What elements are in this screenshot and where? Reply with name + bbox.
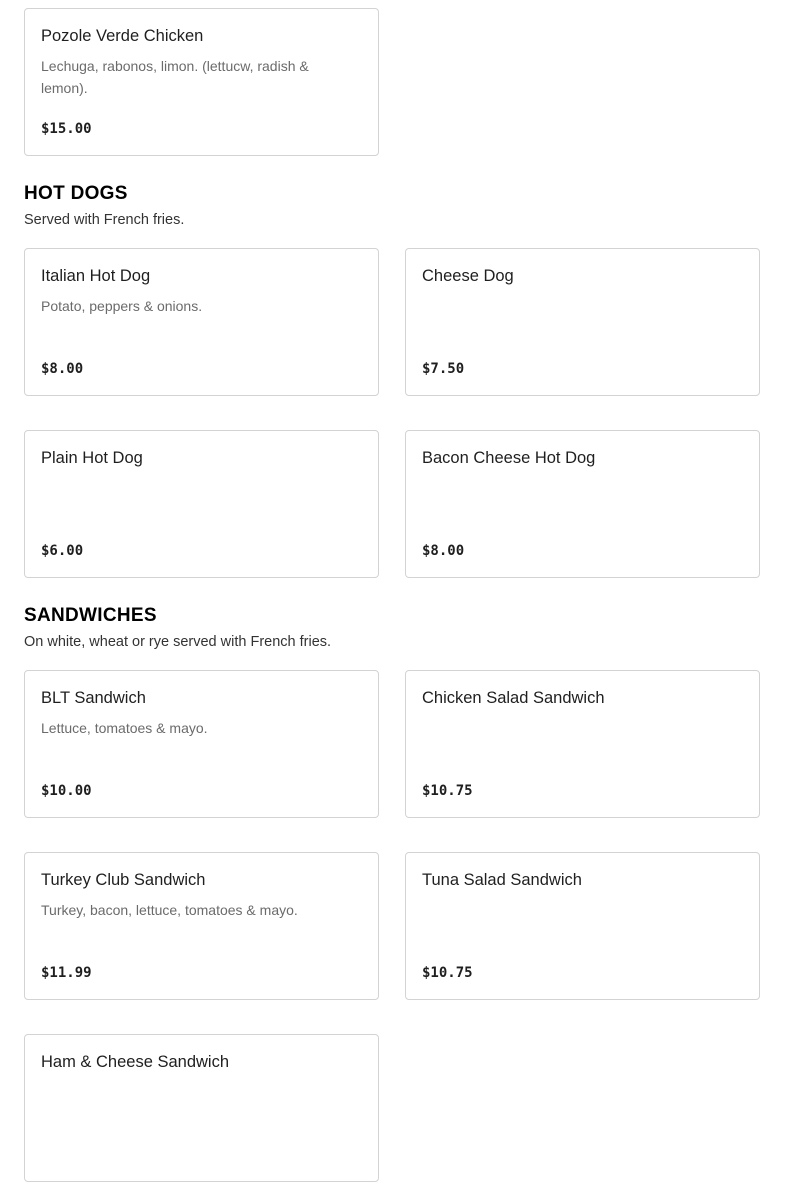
menu-item-name: Ham & Cheese Sandwich (41, 1053, 230, 1071)
menu-item-card[interactable] (24, 852, 379, 1000)
menu-item-card[interactable] (405, 430, 760, 578)
menu-item-name: Tuna Salad Sandwich (422, 871, 582, 889)
menu-item-name: Pozole Verde Chicken (41, 27, 204, 45)
menu-item-price: $10.00 (41, 783, 92, 799)
menu-item-price: $8.00 (41, 361, 84, 377)
menu-item-card[interactable] (405, 852, 760, 1000)
menu-item-price: $10.75 (422, 783, 473, 799)
menu-item-card[interactable] (24, 1034, 379, 1182)
menu-item-name: Chicken Salad Sandwich (422, 689, 605, 707)
menu-item-price: $8.00 (422, 543, 465, 559)
menu-item-description: Potato, peppers & onions. (41, 298, 203, 314)
menu-item-card[interactable] (24, 430, 379, 578)
menu-item-card[interactable] (405, 248, 760, 396)
menu-item-description: Turkey, bacon, lettuce, tomatoes & mayo. (41, 902, 298, 918)
menu-item-price: $7.50 (422, 361, 465, 377)
menu-item-price: $6.00 (41, 543, 84, 559)
menu-item-price: $15.00 (41, 121, 92, 137)
menu-item-name: Italian Hot Dog (41, 267, 151, 285)
menu-item-name: Bacon Cheese Hot Dog (422, 449, 596, 467)
menu-item-card[interactable] (24, 8, 379, 156)
menu-item-name: Turkey Club Sandwich (41, 871, 206, 889)
menu-item-card[interactable] (24, 248, 379, 396)
menu-item-card[interactable] (405, 670, 760, 818)
section-description: On white, wheat or rye served with French fries. (24, 634, 332, 650)
menu-item-name: Plain Hot Dog (41, 449, 143, 467)
menu-item-name: BLT Sandwich (41, 689, 146, 707)
menu-item-name: Cheese Dog (422, 267, 514, 285)
menu-item-price: $10.75 (422, 965, 473, 981)
menu-item-card[interactable] (24, 670, 379, 818)
menu-item-description: Lechuga, rabonos, limon. (lettucw, radish & lemon). (41, 58, 309, 96)
menu-item-price: $11.99 (41, 965, 92, 981)
section-title: SANDWICHES (24, 605, 157, 626)
menu-item-description: Lettuce, tomatoes & mayo. (41, 720, 208, 736)
section-description: Served with French fries. (24, 212, 185, 228)
section-title: HOT DOGS (24, 183, 128, 204)
